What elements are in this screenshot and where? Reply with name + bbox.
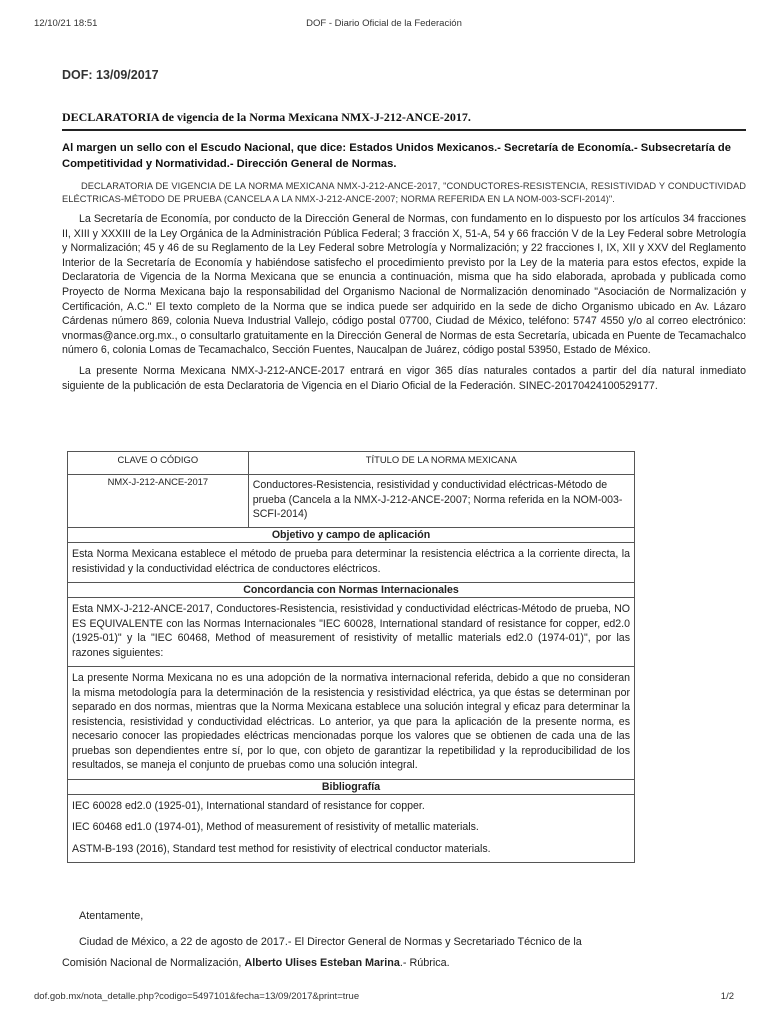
paragraph-1: La Secretaría de Economía, por conducto de la Dirección General de Normas, con fundamento en lo dispuesto por los artículos 34 fracciones II, XIII y XXXIII de la Ley Orgánica de la Administración Pública Federal; 3 fracción X, 51-A, 54 y 66 fracción V de la Ley Federal sobre Metrología y Normalización; 45 y 46 de su Reglamento de la Ley Federal sobre Metrología y Normalización; y 22 fracciones I, IX, XII y XXV del Reglamento Interior de la Secretaría de Economía y habiéndose satisfecho el procedimiento previsto por la Ley de la materia para estos efectos, expide la Declaratoria de Vigencia de la Norma Mexicana que se enuncia a continuación, misma que ha sido elaborada, aprobada y publicada como Proyecto de Norma Mexicana bajo la responsabilidad del Organismo Nacional de Normalización denominado "Asociación de Normalización y Certificación, A.C." El texto completo de la Norma que se indica puede ser adquirido en la sede de dicho Organismo ubicado en Av. Lázaro Cárdenas número 869, colonia Nueva Industrial Vallejo, código postal 07700, Ciudad de México, teléfono: 5747 4550 y/o al correo electrónico: vnormas@ance.org.mx., o consultarlo gratuitamente en la Dirección General de Normas de esta Secretaría, ubicada en Puente de Tecamachalco número 6, colonia Lomas de Tecamachalco, Sección Fuentes, Naucalpan de Juárez, código postal 53950, Estado de México. bbox=[62, 213, 746, 357]
concordance-reasons bbox=[68, 667, 635, 780]
closing-block bbox=[62, 906, 746, 974]
margin-note: Al margen un sello con el Escudo Nacional, que dice: Estados Unidos Mexicanos.- Secretaría de Economía.- Subsecretaría de Competitividad y Normatividad.- Dirección General de Normas. bbox=[62, 142, 731, 170]
closing-line-2-suffix: .- Rúbrica. bbox=[399, 957, 450, 969]
declaration-text: DECLARATORIA DE VIGENCIA DE LA NORMA MEXICANA NMX-J-212-ANCE-2017, "CONDUCTORES-RESISTENCIA, RESISTIVIDAD Y CONDUCTIVIDAD ELÉCTRICAS-MÉTODO DE PRUEBA (CANCELA A LA NMX-J-212-ANCE-2007; NORMA REFERIDA EN LA NOM-003-SCFI-2014)". bbox=[62, 181, 746, 204]
objective-paragraph: Esta Norma Mexicana establece el método de prueba para determinar la resistencia eléctrica a la corriente directa, la resistividad y la conductividad eléctrica de conductores eléctricos. bbox=[72, 548, 630, 575]
document-title: DECLARATORIA de vigencia de la Norma Mexicana NMX-J-212-ANCE-2017. bbox=[62, 110, 746, 131]
objective-text bbox=[68, 543, 635, 583]
norm-title: Conductores-Resistencia, resistividad y conductividad eléctricas-Método de prueba (Cancela a la NMX-J-212-ANCE-2007; Norma referida en la NOM-003-SCFI-2014) bbox=[248, 475, 634, 528]
bibliography-list bbox=[68, 794, 635, 863]
print-footer bbox=[34, 991, 734, 1005]
concordance-paragraph-2: La presente Norma Mexicana no es una adopción de la normativa internacional referida, debido a que no consideran la misma metodología para la determinación de la resistencia y resistividad eléctrica, ya que éstas se determinan por separado en dos normas, mientras que la Norma Mexicana establece una solución integral y eficaz para determinar la resistencia, resistividad y conductividad eléctricas. Lo anterior, ya que para la aplicación de la presente norma, es necesario conocer las propiedades eléctricas mencionadas porque los valores que se obtienen de cada una de las pruebas son dependientes entre sí, por lo que, con objeto de garantizar la repetibilidad y la reproducibilidad de los resultados, se maneja el conjunto de pruebas como una solución integral. bbox=[72, 672, 630, 771]
norm-code: NMX-J-212-ANCE-2017 bbox=[68, 475, 249, 528]
closing-line-1: Ciudad de México, a 22 de agosto de 2017.- El Director General de Normas y Secretariado Técnico de la bbox=[79, 936, 582, 948]
code-column-header: CLAVE O CÓDIGO bbox=[68, 452, 249, 475]
page-number: 1/2 bbox=[720, 991, 734, 1002]
bibliography-item: IEC 60468 ed1.0 (1974-01), Method of measurement of resistivity of metallic materials. bbox=[72, 821, 479, 833]
closing-greeting: Atentamente, bbox=[79, 910, 144, 922]
title-column-header: TÍTULO DE LA NORMA MEXICANA bbox=[248, 452, 634, 475]
page-url: dof.gob.mx/nota_detalle.php?codigo=5497101&fecha=13/09/2017&print=true bbox=[34, 991, 360, 1002]
site-title: DOF - Diario Oficial de la Federación bbox=[306, 18, 462, 29]
print-datetime: 12/10/21 18:51 bbox=[34, 18, 98, 29]
signer-name: Alberto Ulises Esteban Marina bbox=[244, 957, 400, 969]
bibliography-item: IEC 60028 ed2.0 (1925-01), International standard of resistance for copper. bbox=[72, 799, 425, 812]
concordance-text bbox=[68, 598, 635, 667]
closing-line-2-prefix: Comisión Nacional de Normalización, bbox=[62, 957, 245, 969]
concordance-heading: Concordancia con Normas Internacionales bbox=[68, 583, 635, 598]
bibliography-item: ASTM-B-193 (2016), Standard test method for resistivity of electrical conductor materials. bbox=[72, 842, 491, 855]
bibliography-heading: Bibliografía bbox=[68, 779, 635, 794]
objective-heading: Objetivo y campo de aplicación bbox=[68, 528, 635, 543]
closing-line-2 bbox=[62, 953, 746, 974]
concordance-paragraph-1: Esta NMX-J-212-ANCE-2017, Conductores-Resistencia, resistividad y conductividad eléctricas-Método de prueba, NO ES EQUIVALENTE con las Normas Internacionales "IEC 60028, International standard of resistance for copper, ed2.0 (1925-01)" y la "IEC 60468, Method of measurement of resistivity of metallic materials ed2.0 (1974-01)", por las razones siguientes: bbox=[72, 603, 630, 659]
paragraph-2: La presente Norma Mexicana NMX-J-212-ANCE-2017 entrará en vigor 365 días naturales contados a partir del día natural inmediato siguiente de la publicación de esta Declaratoria de Vigencia en el Diario Oficial de la Federación. SINEC-20170424100529177. bbox=[62, 364, 746, 392]
norm-table bbox=[67, 451, 635, 863]
dof-date: DOF: 13/09/2017 bbox=[62, 68, 159, 82]
document-content bbox=[62, 68, 746, 393]
print-header bbox=[34, 18, 734, 32]
